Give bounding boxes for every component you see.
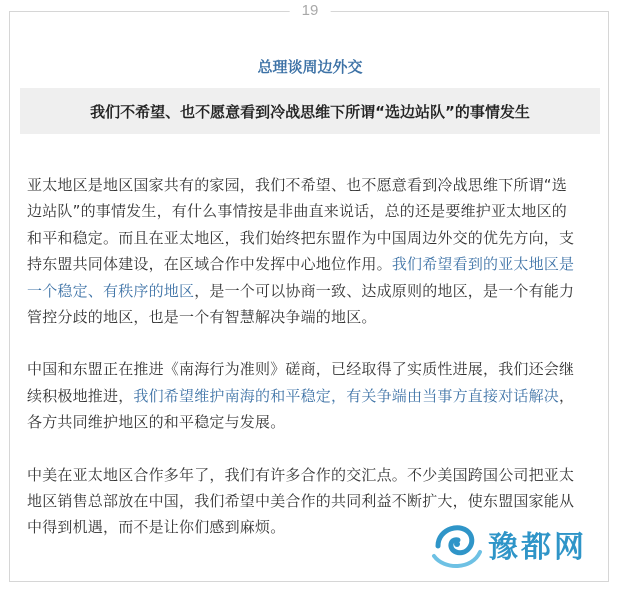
paragraph-1-text-end: ，是一个可以协商一致、达成原则的地区，是一个有能力管控分歧的地区，也是一个有智慧解决争端的地区。 bbox=[27, 281, 575, 327]
watermark-text: 豫都网 bbox=[488, 530, 587, 565]
paragraph-1 bbox=[27, 172, 582, 330]
site-watermark bbox=[428, 516, 608, 572]
paragraph-3-text: 中美在亚太地区合作多年了，我们有许多合作的交汇点。不少美国跨国公司把亚太地区销售总部放在中国，我们希望中美合作的共同利益不断扩大，使东盟国家能从中得到机遇，而不是让你们感到麻烦。 bbox=[27, 465, 575, 537]
article-body bbox=[27, 172, 582, 567]
paragraph-2 bbox=[27, 356, 582, 435]
section-title: 总理谈周边外交 bbox=[257, 58, 363, 76]
paragraph-2-text-end: ，各方共同维护地区的和平稳定与发展。 bbox=[27, 386, 575, 432]
paragraph-2-text: 中国和东盟正在推进《南海行为准则》磋商，已经取得了实质性进展，我们还会继续积极地推进， bbox=[27, 360, 575, 405]
paragraph-1-text: 亚太地区是地区国家共有的家园，我们不希望、也不愿意看到冷战思维下所谓“选边站队”的事情发生，有什么事情按是非曲直来说话，总的还是要维护亚太地区的和平和稳定。而且在亚太地区，我们始终把东盟作为中国周边外交的优先方向，支持东盟共同体建设，在区域合作中发挥中心地位作用。 bbox=[27, 176, 575, 274]
highlight-quote-box bbox=[20, 88, 600, 134]
page-number: 19 bbox=[290, 1, 331, 21]
watermark-swirl-icon bbox=[428, 516, 486, 572]
paragraph-2-emphasis: 我们希望维护南海的和平稳定，有关争端由当事方直接对话解决 bbox=[133, 386, 560, 405]
highlight-quote-text: 我们不希望、也不愿意看到冷战思维下所谓“选边站队”的事情发生 bbox=[90, 102, 530, 121]
paragraph-1-emphasis: 我们希望看到的亚太地区是一个稳定、有秩序的地区 bbox=[27, 255, 575, 300]
